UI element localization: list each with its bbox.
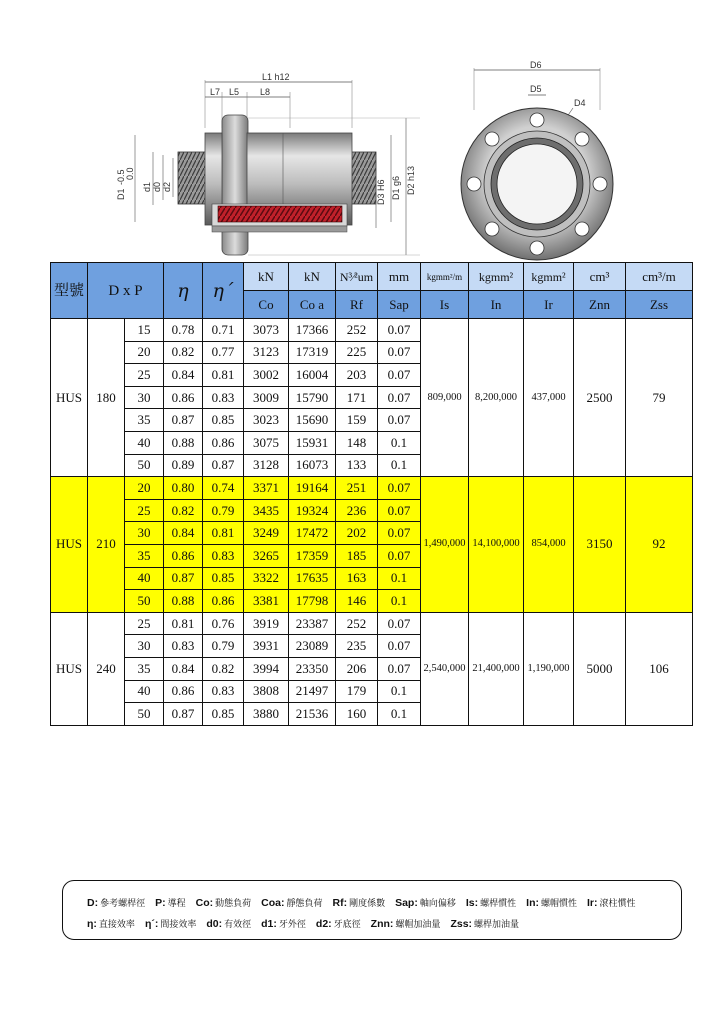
cell-eta-prime: 0.86: [203, 590, 244, 613]
cell-lead: 30: [125, 522, 164, 545]
cell-rf: 203: [336, 364, 378, 387]
cell-coa: 15690: [289, 409, 336, 432]
legend-key: P:: [155, 897, 166, 909]
cell-eta-prime: 0.79: [203, 635, 244, 658]
header-co: Co: [244, 291, 289, 319]
legend-key: η´:: [144, 918, 159, 930]
cell-co: 3994: [244, 657, 289, 680]
roller-section: [218, 206, 342, 222]
cell-coa: 17635: [289, 567, 336, 590]
dim-d2h13-label: D2 h13: [406, 165, 416, 195]
legend-desc: 靜態負荷: [286, 898, 323, 908]
cell-in: 8,200,000: [469, 319, 524, 477]
legend-key: d0:: [206, 918, 223, 930]
dim-d1-label: D1: [116, 188, 126, 200]
header-model: 型號: [51, 263, 88, 319]
cell-rf: 252: [336, 319, 378, 342]
cell-eta-prime: 0.82: [203, 657, 244, 680]
header-unit-znn: cm³: [574, 263, 626, 291]
cell-lead: 30: [125, 635, 164, 658]
legend-desc: 滾柱慣性: [599, 898, 636, 908]
cell-rf: 202: [336, 522, 378, 545]
cell-co: 3919: [244, 612, 289, 635]
legend-key: Rf:: [332, 897, 348, 909]
header-unit-co: kN: [244, 263, 289, 291]
cell-eta: 0.86: [164, 680, 203, 703]
legend-key: d1:: [261, 918, 277, 930]
cell-eta-prime: 0.81: [203, 364, 244, 387]
cell-eta: 0.87: [164, 409, 203, 432]
cell-coa: 21497: [289, 680, 336, 703]
cell-rf: 206: [336, 657, 378, 680]
cell-model: HUS: [51, 477, 88, 613]
legend-key: Is:: [465, 897, 479, 909]
dim-l1-label: L1 h12: [262, 72, 290, 82]
header-sap: Sap: [378, 291, 421, 319]
dim-d1g6-label: D1 g6: [391, 175, 401, 200]
cell-sap: 0.1: [378, 590, 421, 613]
legend-desc: 螺桿加油量: [474, 919, 520, 929]
cell-co: 3265: [244, 544, 289, 567]
cell-sap: 0.1: [378, 431, 421, 454]
cell-rf: 133: [336, 454, 378, 477]
cell-in: 14,100,000: [469, 477, 524, 613]
cell-rf: 148: [336, 431, 378, 454]
technical-drawing: [0, 0, 724, 265]
cell-sap: 0.07: [378, 612, 421, 635]
header-znn: Znn: [574, 291, 626, 319]
cell-co: 3381: [244, 590, 289, 613]
cell-sap: 0.07: [378, 319, 421, 342]
legend-desc: 牙外徑: [278, 919, 306, 929]
cell-eta-prime: 0.76: [203, 612, 244, 635]
cell-sap: 0.07: [378, 364, 421, 387]
cell-diameter: 180: [88, 319, 125, 477]
cell-lead: 25: [125, 612, 164, 635]
legend-desc: 動態負荷: [215, 898, 252, 908]
cell-eta: 0.88: [164, 431, 203, 454]
header-ir: Ir: [524, 291, 574, 319]
legend-desc: 間接效率: [160, 919, 197, 929]
cell-rf: 252: [336, 612, 378, 635]
cell-co: 3322: [244, 567, 289, 590]
dim-d4-label: D4: [574, 98, 586, 108]
legend-key: Znn:: [370, 918, 394, 930]
legend-key: In:: [526, 897, 539, 909]
header-unit-rf: N³⁄²um: [336, 263, 378, 291]
cell-coa: 21536: [289, 703, 336, 726]
cell-coa: 15790: [289, 386, 336, 409]
cell-coa: 17359: [289, 544, 336, 567]
dim-d2-label: d2: [162, 181, 172, 192]
cell-sap: 0.1: [378, 454, 421, 477]
cell-diameter: 210: [88, 477, 125, 613]
cell-eta: 0.84: [164, 657, 203, 680]
cell-eta: 0.88: [164, 590, 203, 613]
cell-sap: 0.07: [378, 657, 421, 680]
header-in: In: [469, 291, 524, 319]
cell-ir: 854,000: [524, 477, 574, 613]
cell-eta: 0.87: [164, 703, 203, 726]
legend-key: D:: [87, 897, 99, 909]
cell-is: 2,540,000: [421, 612, 469, 725]
cell-lead: 40: [125, 567, 164, 590]
header-eta-prime: η´: [203, 263, 244, 319]
cell-lead: 20: [125, 341, 164, 364]
legend-desc: 直接效率: [98, 919, 135, 929]
cell-lead: 30: [125, 386, 164, 409]
cell-is: 809,000: [421, 319, 469, 477]
header-unit-sap: mm: [378, 263, 421, 291]
header-unit-zss: cm³/m: [626, 263, 693, 291]
cell-sap: 0.07: [378, 477, 421, 500]
legend-line-1: [87, 896, 646, 909]
cell-co: 3073: [244, 319, 289, 342]
cell-coa: 17798: [289, 590, 336, 613]
cell-co: 3435: [244, 499, 289, 522]
table-row: [51, 319, 693, 342]
cell-eta: 0.82: [164, 341, 203, 364]
cell-eta: 0.86: [164, 544, 203, 567]
legend-key: Coa:: [261, 897, 285, 909]
cell-rf: 159: [336, 409, 378, 432]
cell-sap: 0.07: [378, 635, 421, 658]
cell-eta-prime: 0.81: [203, 522, 244, 545]
header-rf: Rf: [336, 291, 378, 319]
cell-sap: 0.1: [378, 703, 421, 726]
cell-co: 3808: [244, 680, 289, 703]
cell-sap: 0.1: [378, 567, 421, 590]
cell-eta: 0.80: [164, 477, 203, 500]
cell-eta: 0.84: [164, 522, 203, 545]
dim-l7-label: L7: [210, 87, 221, 97]
svg-text:-0.5: -0.5: [116, 169, 126, 185]
cell-znn: 3150: [574, 477, 626, 613]
cell-eta: 0.83: [164, 635, 203, 658]
cell-coa: 23350: [289, 657, 336, 680]
cell-eta-prime: 0.71: [203, 319, 244, 342]
table-group-180: [51, 319, 693, 477]
legend-desc: 牙底徑: [333, 919, 361, 929]
cell-diameter: 240: [88, 612, 125, 725]
cell-ir: 437,000: [524, 319, 574, 477]
cell-sap: 0.07: [378, 386, 421, 409]
cell-sap: 0.07: [378, 499, 421, 522]
cell-eta-prime: 0.85: [203, 409, 244, 432]
cell-sap: 0.1: [378, 680, 421, 703]
cell-rf: 171: [336, 386, 378, 409]
cell-coa: 15931: [289, 431, 336, 454]
dim-l8-label: L8: [260, 87, 271, 97]
header-eta: η: [164, 263, 203, 319]
cell-ir: 1,190,000: [524, 612, 574, 725]
cell-in: 21,400,000: [469, 612, 524, 725]
cell-eta-prime: 0.83: [203, 544, 244, 567]
cell-model: HUS: [51, 319, 88, 477]
cell-eta: 0.86: [164, 386, 203, 409]
header-unit-is: kgmm²/m: [421, 263, 469, 291]
legend-key: Co:: [195, 897, 214, 909]
cell-eta-prime: 0.83: [203, 386, 244, 409]
cell-sap: 0.07: [378, 341, 421, 364]
header-unit-coa: kN: [289, 263, 336, 291]
cell-lead: 35: [125, 657, 164, 680]
table-row: [51, 477, 693, 500]
cell-eta: 0.84: [164, 364, 203, 387]
cell-eta: 0.89: [164, 454, 203, 477]
dim-small-d1-label: d1: [142, 181, 152, 192]
cell-co: 3128: [244, 454, 289, 477]
cell-lead: 50: [125, 454, 164, 477]
cell-lead: 25: [125, 364, 164, 387]
cell-coa: 19324: [289, 499, 336, 522]
cell-coa: 19164: [289, 477, 336, 500]
legend-desc: 螺桿慣性: [480, 898, 517, 908]
dim-l5-label: L5: [229, 87, 240, 97]
legend-key: d2:: [315, 918, 332, 930]
cell-lead: 40: [125, 431, 164, 454]
cell-coa: 23089: [289, 635, 336, 658]
cell-co: 3002: [244, 364, 289, 387]
cell-rf: 225: [336, 341, 378, 364]
cell-rf: 235: [336, 635, 378, 658]
dim-d5-label: D5: [530, 84, 542, 94]
front-view: [461, 60, 613, 260]
legend-desc: 參考螺桿徑: [100, 898, 146, 908]
cell-is: 1,490,000: [421, 477, 469, 613]
cell-eta-prime: 0.85: [203, 703, 244, 726]
cell-coa: 17319: [289, 341, 336, 364]
table-group-240: [51, 612, 693, 725]
cell-sap: 0.07: [378, 522, 421, 545]
cell-co: 3880: [244, 703, 289, 726]
cell-co: 3123: [244, 341, 289, 364]
nut-flange: [222, 115, 248, 255]
table-row: [51, 612, 693, 635]
dim-d0-label: d0: [152, 181, 162, 192]
cell-rf: 185: [336, 544, 378, 567]
cell-coa: 23387: [289, 612, 336, 635]
cell-model: HUS: [51, 612, 88, 725]
legend-desc: 軸向偏移: [419, 898, 456, 908]
cell-lead: 35: [125, 409, 164, 432]
cell-lead: 25: [125, 499, 164, 522]
header-zss: Zss: [626, 291, 693, 319]
legend-key: η:: [87, 918, 97, 930]
cell-coa: 16073: [289, 454, 336, 477]
cell-lead: 20: [125, 477, 164, 500]
table-group-210: [51, 477, 693, 613]
cell-rf: 236: [336, 499, 378, 522]
header-is: Is: [421, 291, 469, 319]
cell-eta-prime: 0.86: [203, 431, 244, 454]
cell-znn: 2500: [574, 319, 626, 477]
header-coa: Co a: [289, 291, 336, 319]
cell-lead: 40: [125, 680, 164, 703]
side-view: [116, 72, 420, 255]
cell-sap: 0.07: [378, 409, 421, 432]
cell-eta: 0.81: [164, 612, 203, 635]
cell-rf: 146: [336, 590, 378, 613]
dim-d3-label: D3 H6: [376, 179, 386, 205]
cell-rf: 163: [336, 567, 378, 590]
cell-rf: 160: [336, 703, 378, 726]
cell-eta: 0.87: [164, 567, 203, 590]
cell-znn: 5000: [574, 612, 626, 725]
cell-eta: 0.82: [164, 499, 203, 522]
cell-coa: 16004: [289, 364, 336, 387]
cell-co: 3075: [244, 431, 289, 454]
legend-desc: 螺帽加油量: [395, 919, 441, 929]
cell-eta-prime: 0.74: [203, 477, 244, 500]
cell-eta-prime: 0.87: [203, 454, 244, 477]
legend-key: Sap:: [395, 897, 418, 909]
cell-lead: 35: [125, 544, 164, 567]
cell-lead: 50: [125, 703, 164, 726]
spec-table: [50, 262, 693, 726]
svg-text:0.0: 0.0: [125, 167, 135, 180]
legend-desc: 剛度係數: [349, 898, 386, 908]
cell-co: 3249: [244, 522, 289, 545]
cell-coa: 17472: [289, 522, 336, 545]
cell-sap: 0.07: [378, 544, 421, 567]
legend-desc: 導程: [167, 898, 186, 908]
legend-line-2: [87, 917, 529, 930]
cell-co: 3023: [244, 409, 289, 432]
legend-box: [62, 880, 682, 940]
header-unit-ir: kgmm²: [524, 263, 574, 291]
cell-zss: 92: [626, 477, 693, 613]
legend-key: Ir:: [587, 897, 598, 909]
cell-zss: 79: [626, 319, 693, 477]
cell-eta-prime: 0.79: [203, 499, 244, 522]
cell-co: 3371: [244, 477, 289, 500]
dim-d6-label: D6: [530, 60, 542, 70]
header-unit-in: kgmm²: [469, 263, 524, 291]
cell-zss: 106: [626, 612, 693, 725]
cell-eta-prime: 0.77: [203, 341, 244, 364]
legend-desc: 螺帽慣性: [540, 898, 577, 908]
cell-lead: 50: [125, 590, 164, 613]
cell-eta-prime: 0.83: [203, 680, 244, 703]
cell-co: 3931: [244, 635, 289, 658]
header-dxp: D x P: [88, 263, 164, 319]
cell-co: 3009: [244, 386, 289, 409]
cell-rf: 179: [336, 680, 378, 703]
cell-eta-prime: 0.85: [203, 567, 244, 590]
cell-coa: 17366: [289, 319, 336, 342]
cell-rf: 251: [336, 477, 378, 500]
cell-eta: 0.78: [164, 319, 203, 342]
cell-lead: 15: [125, 319, 164, 342]
legend-desc: 有效徑: [224, 919, 252, 929]
legend-key: Zss:: [450, 918, 473, 930]
